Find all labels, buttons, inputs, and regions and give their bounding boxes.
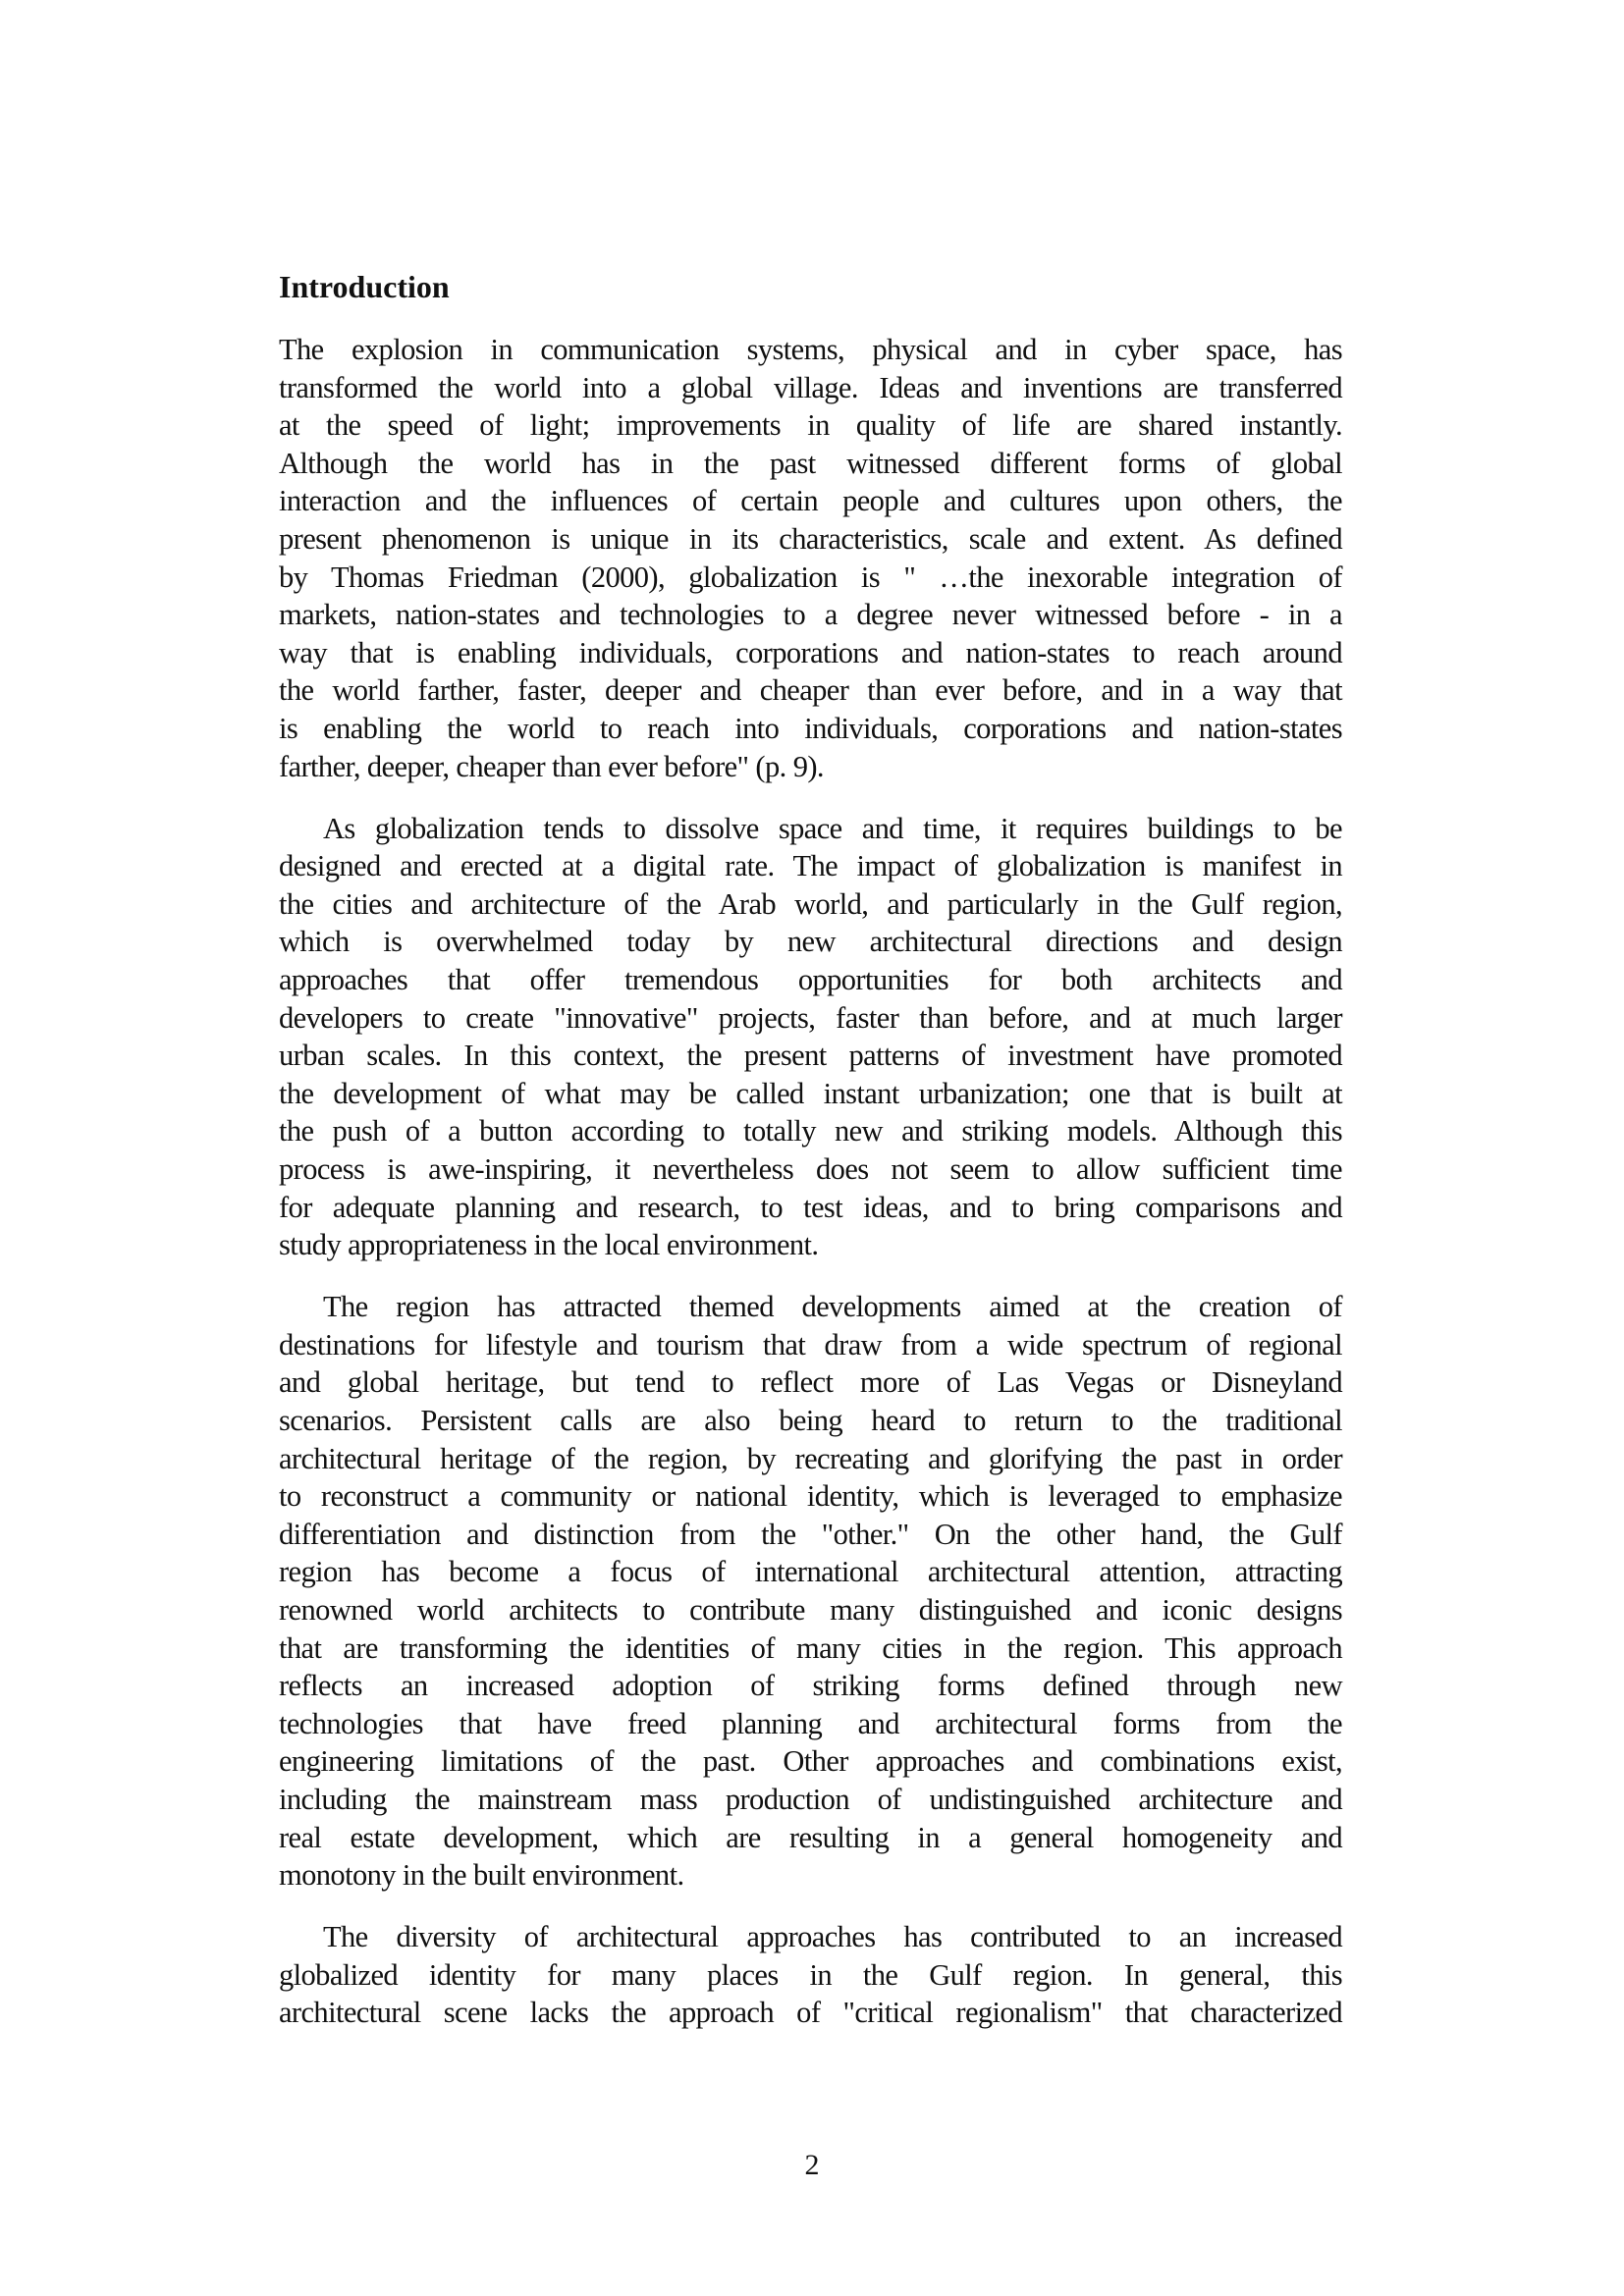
text-line: globalized identity for many places in the Gulf region. In general, this xyxy=(279,1957,1342,1992)
text-line: approaches that offer tremendous opportunities for both architects and xyxy=(279,963,1342,996)
text-line: the push of a button according to totally new and striking models. Although this xyxy=(279,1114,1342,1148)
text-line: differentiation and distinction from the "other." On the other hand, the Gulf xyxy=(279,1517,1342,1551)
text-line: way that is enabling individuals, corporations and nation-states to reach around xyxy=(279,635,1342,669)
page-number: 2 xyxy=(804,2149,820,2181)
text-line: The region has attracted themed developments aimed at the creation of xyxy=(323,1290,1342,1324)
text-line: reflects an increased adoption of striking forms defined through new xyxy=(279,1669,1342,1703)
text-line: that are transforming the identities of many cities in the region. This approach xyxy=(279,1630,1342,1665)
text-line: study appropriateness in the local environment. xyxy=(279,1228,819,1262)
text-line: and global heritage, but tend to reflect more of Las Vegas or Disneyland xyxy=(279,1365,1342,1400)
text-line: region has become a focus of international architectural attention, attracting xyxy=(279,1555,1342,1589)
text-line: Although the world has in the past witnessed different forms of global xyxy=(279,446,1342,480)
text-line: renowned world architects to contribute many distinguished and iconic designs xyxy=(279,1593,1342,1627)
paragraph xyxy=(279,810,1342,1264)
text-line: designed and erected at a digital rate. The impact of globalization is manifest in xyxy=(279,849,1342,883)
text-line: at the speed of light; improvements in quality of life are shared instantly. xyxy=(279,408,1342,443)
text-line: markets, nation-states and technologies to a degree never witnessed before - in a xyxy=(279,598,1342,632)
text-line: the development of what may be called instant urbanization; one that is built at xyxy=(279,1076,1342,1110)
text-line: architectural scene lacks the approach of "critical regionalism" that characterized xyxy=(279,1996,1342,2030)
paragraph xyxy=(279,331,1342,785)
text-line: architectural heritage of the region, by recreating and glorifying the past in order xyxy=(279,1441,1342,1475)
text-line: developers to create "innovative" projects, faster than before, and at much larger xyxy=(279,1000,1342,1035)
text-line: by Thomas Friedman (2000), globalization is " …the inexorable integration of xyxy=(279,560,1342,594)
text-line: technologies that have freed planning and architectural forms from the xyxy=(279,1706,1342,1740)
paragraph xyxy=(279,1288,1342,1895)
text-line: destinations for lifestyle and tourism that draw from a wide spectrum of regional xyxy=(279,1327,1342,1362)
text-line: The diversity of architectural approaches has contributed to an increased xyxy=(323,1920,1342,1954)
text-line: The explosion in communication systems, physical and in cyber space, has xyxy=(279,333,1342,366)
text-line: engineering limitations of the past. Other approaches and combinations exist, xyxy=(279,1744,1342,1779)
text-line: the cities and architecture of the Arab world, and particularly in the Gulf region, xyxy=(279,886,1342,921)
section-heading: Introduction xyxy=(279,269,450,304)
body-text xyxy=(279,331,1342,2056)
text-line: monotony in the built environment. xyxy=(279,1858,684,1893)
text-line: As globalization tends to dissolve space and time, it requires buildings to be xyxy=(323,811,1342,845)
text-line: farther, deeper, cheaper than ever before" (p. 9). xyxy=(279,749,824,783)
paragraph xyxy=(279,1918,1342,2032)
text-line: the world farther, faster, deeper and cheaper than ever before, and in a way that xyxy=(279,673,1342,708)
text-line: urban scales. In this context, the present patterns of investment have promoted xyxy=(279,1039,1342,1073)
text-line: real estate development, which are resulting in a general homogeneity and xyxy=(279,1820,1342,1854)
text-line: which is overwhelmed today by new architectural directions and design xyxy=(279,925,1342,959)
text-line: interaction and the influences of certain people and cultures upon others, the xyxy=(279,484,1342,518)
text-line: present phenomenon is unique in its characteristics, scale and extent. As defined xyxy=(279,521,1342,556)
text-line: to reconstruct a community or national identity, which is leveraged to emphasize xyxy=(279,1479,1342,1514)
text-line: transformed the world into a global village. Ideas and inventions are transferred xyxy=(279,370,1342,404)
text-line: including the mainstream mass production of undistinguished architecture and xyxy=(279,1782,1342,1816)
text-line: scenarios. Persistent calls are also being heard to return to the traditional xyxy=(279,1404,1342,1438)
text-line: is enabling the world to reach into individuals, corporations and nation-states xyxy=(279,711,1342,745)
text-line: process is awe-inspiring, it nevertheless does not seem to allow sufficient time xyxy=(279,1151,1342,1186)
text-line: for adequate planning and research, to test ideas, and to bring comparisons and xyxy=(279,1190,1342,1224)
